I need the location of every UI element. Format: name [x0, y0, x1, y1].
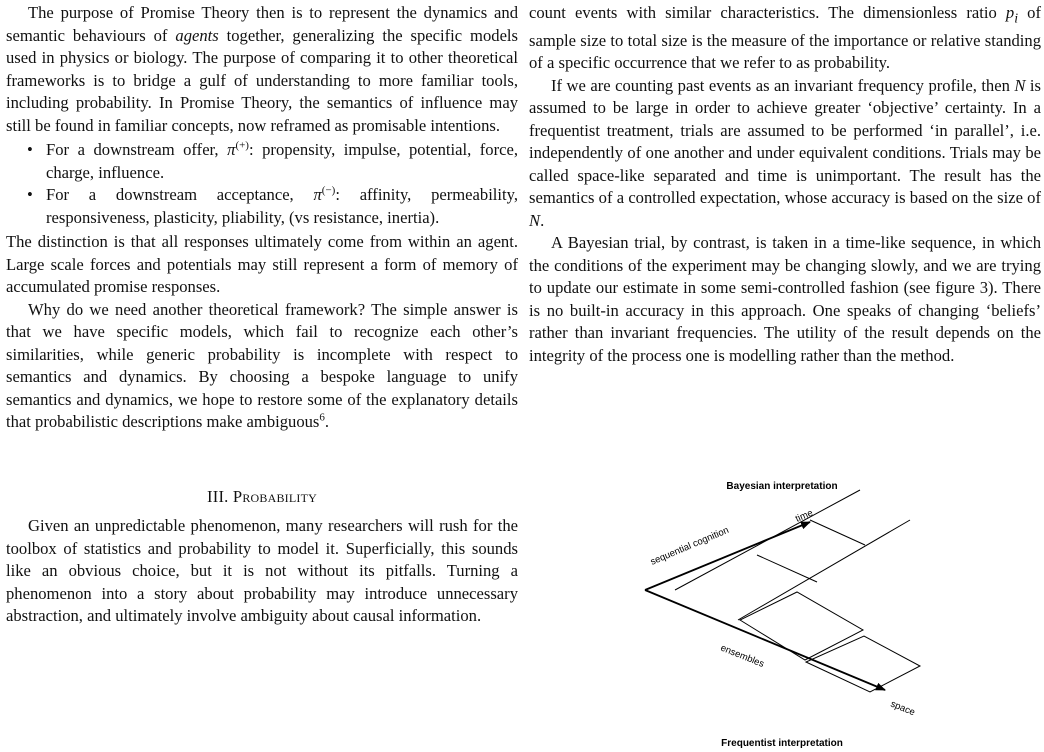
paragraph-why-framework: Why do we need another theoretical framework? The simple answer is that we have specific models, which fail to recognize each other’s similarities, while generic probability is incomplete with respect to semantics and dynamics. By choosing a bespoke language to unify semantics and dynamics, we hope to restore some of the explanatory details that probabilistic descriptions make ambiguous$^6$. [6, 299, 518, 431]
bullet-list [6, 139, 518, 229]
paragraph-promise-theory-purpose: The purpose of Promise Theory then is to represent the dynamics and semantic behaviours of agents together, generalizing the specific models used in physics or biology. The purpose of comparing it to other theoretical frameworks is to bridge a gulf of understanding to more familiar tools, including probability. In Promise Theory, the semantics of influence may still be found in familiar concepts, now reframed as promisable intentions. [6, 3, 518, 135]
paragraph-probability-intro: Given an unpredictable phenomenon, many researchers will rush for the toolbox of statistics and probability to model it. Superficially, this sounds like an obvious choice, but it is not without its pitfalls. Turning a phenomenon into a story about probability may introduce unnecessary abstraction, and ultimately involve ambiguity about causal information. [6, 516, 518, 625]
section-number: III. [207, 486, 229, 506]
ensembles-label: ensembles [718, 642, 766, 670]
list-item: • For a downstream acceptance, π(−): affinity, permeability, responsiveness, plasticity, pliability, (vs resistance, inertia). [46, 184, 518, 229]
ensemble-trial [740, 592, 863, 660]
space-axis-arrow [645, 590, 885, 690]
paragraph-count-events: count events with similar characteristics. The dimensionless ratio $p_i$ of sample size to total size is the measure of the importance or relative standing of a specific occurrence that we refer to as probability. [529, 3, 1041, 73]
bottom-label: Frequentist interpretation [721, 738, 843, 749]
sequential-cognition-label: sequential cognition [648, 524, 731, 568]
footnote-marker[interactable]: 6 [319, 411, 325, 424]
paragraph-frequentist: If we are counting past events as an invariant frequency profile, then N is assumed to be large in order to achieve greater ‘objective’ certainty. In a frequentist treatment, trials are assumed to be performed ‘in parallel’, i.e. independently of one another and under equivalent conditions. Trials may be called space-like separated and time is unimportant. The result has the semantics of a controlled expectation, whose accuracy is based on the size of N. [529, 75, 1042, 230]
band-divider [810, 520, 865, 545]
figure-bayesian-frequentist [620, 470, 940, 752]
emphasis-agents: agents [175, 25, 219, 45]
section-heading [6, 486, 518, 509]
space-label: space [888, 698, 917, 719]
section-title: Probability [232, 486, 317, 506]
band-edge-lower [738, 520, 910, 620]
list-item: • For a downstream offer, π(+): propensity, impulse, potential, force, charge, influence. [46, 139, 518, 184]
paragraph-bayesian: A Bayesian trial, by contrast, is taken in a time-like sequence, in which the conditions of the experiment may be changing slowly, and we are trying to update our estimate in some semi-controlled fashion (see figure 3). There is no built-in accuracy in this approach. One speaks of changing ‘beliefs’ rather than invariant frequencies. The utility of the result depends on the integrity of the process one is modelling rather than the method. [529, 233, 1041, 365]
band-divider [757, 555, 817, 582]
left-column [6, 2, 518, 628]
right-column [529, 2, 1041, 367]
top-label: Bayesian interpretation [726, 481, 838, 492]
paragraph-distinction: The distinction is that all responses ultimately come from within an agent. Large scale forces and potentials may still represent a form of memory of accumulated promise responses. [6, 232, 518, 296]
time-label: time [793, 507, 815, 525]
diagram [620, 470, 940, 752]
